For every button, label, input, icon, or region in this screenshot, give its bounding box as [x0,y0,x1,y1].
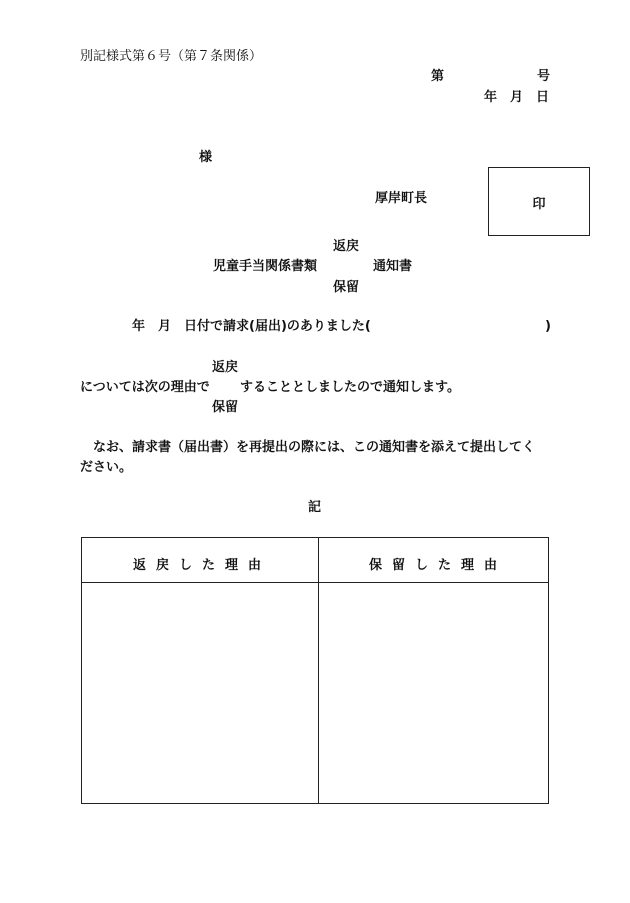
seal-mark: 印 [532,197,546,212]
issuer-title: 厚岸町長 [375,191,428,206]
reason-line-end: することとしましたので通知します。 [240,380,460,395]
document-number-prefix: 第 [431,69,445,84]
reason-line-start: については次の理由で [80,380,210,395]
body-option-return: 返戻 [212,360,239,375]
note-line-1: なお、請求書（届出書）を再提出の際には、この通知書を添えて提出してく [93,440,536,455]
hold-reason-cell [319,583,548,803]
title-suffix: 通知書 [373,259,413,274]
reason-table [81,537,549,804]
addressee-honorific: 様 [199,150,213,165]
seal-box [488,167,590,236]
title-option-return: 返戻 [333,239,360,254]
document-number-suffix: 号 [537,69,551,84]
return-reason-cell [82,583,318,803]
record-heading: 記 [308,500,322,515]
title-main: 児童手当関係書類 [213,259,318,274]
form-label: 別記様式第６号（第７条関係） [80,49,263,64]
table-header-hold-reason: 保留した理由 [368,558,507,573]
request-line: 年 月 日付で請求(届出)のありました( [132,319,371,334]
table-header-return-reason: 返戻した理由 [132,558,271,573]
request-line-close: ) [545,319,551,334]
issue-date: 年 月 日 [484,90,550,105]
title-option-hold: 保留 [333,280,360,295]
body-option-hold: 保留 [212,400,239,415]
note-line-2: ださい。 [80,460,133,475]
